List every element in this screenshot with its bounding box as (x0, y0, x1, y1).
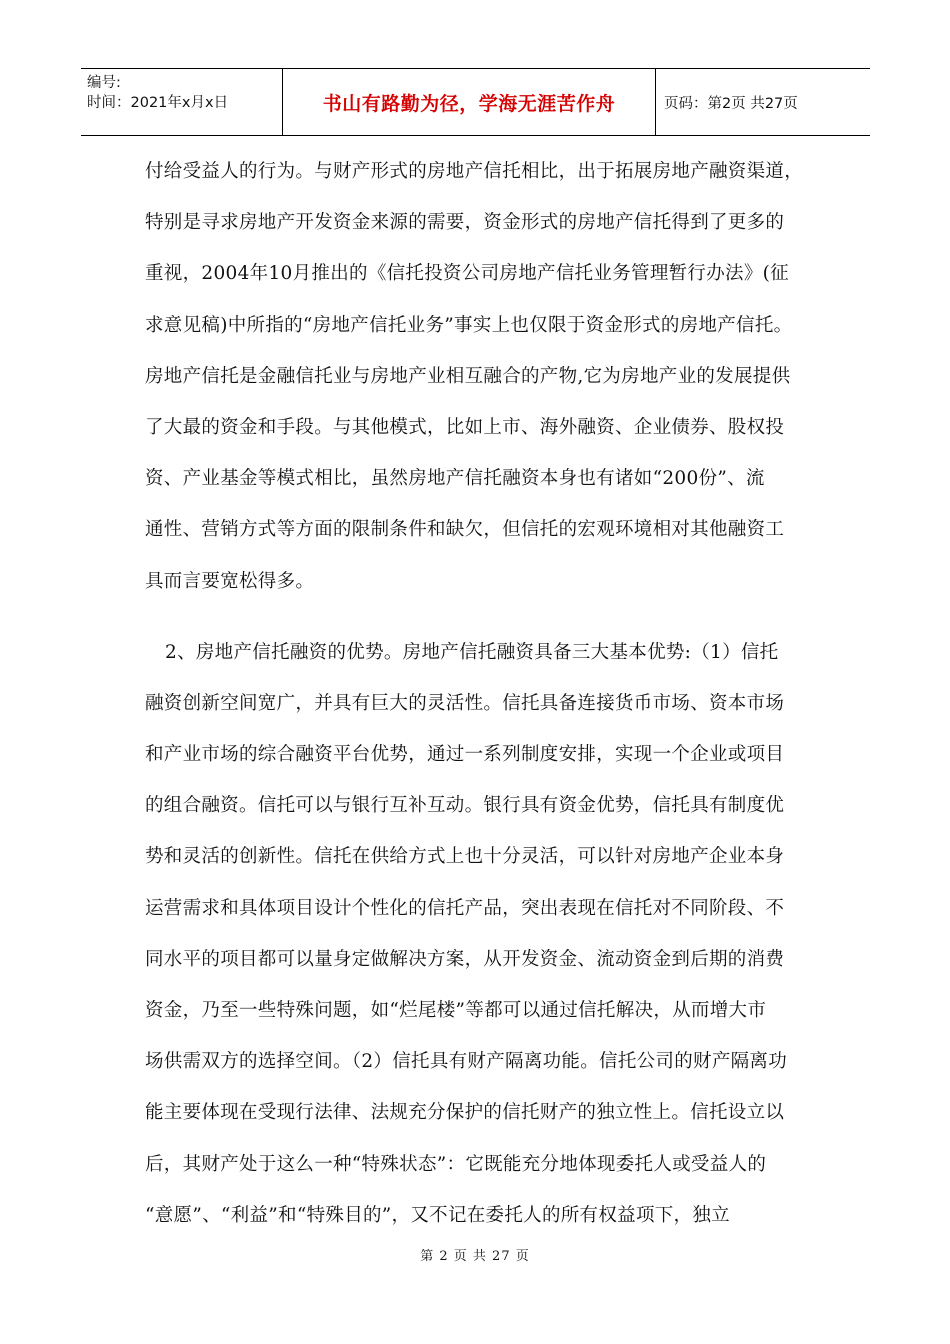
body-line: 融资创新空间宽广，并具有巨大的灵活性。信托具备连接货币市场、资本市场 (145, 692, 785, 714)
body-line: 求意见稿)中所指的“房地产信托业务”事实上也仅限于资金形式的房地产信托。 (145, 314, 793, 336)
page-header (81, 68, 870, 136)
body-line: 2、房地产信托融资的优势。房地产信托融资具备三大基本优势:（1）信托 (165, 641, 779, 663)
body-line: 特别是寻求房地产开发资金来源的需要，资金形式的房地产信托得到了更多的 (145, 212, 785, 234)
body-line: 资、产业基金等模式相比，虽然房地产信托融资本身也有诸如“200份”、流 (145, 468, 765, 490)
body-line: 场供需双方的选择空间。（2）信托具有财产隔离功能。信托公司的财产隔离功 (145, 1051, 788, 1073)
body-line: 了大最的资金和手段。与其他模式，比如上市、海外融资、企业债券、股权投 (145, 416, 785, 438)
document-date: 时间：2021年x月x日 (87, 95, 229, 111)
header-motto: 书山有路勤为径，学海无涯苦作舟 (322, 92, 616, 115)
document-number-label: 编号: (87, 75, 121, 91)
body-line: 资金，乃至一些特殊问题，如“烂尾楼”等都可以通过信托解决，从而增大市 (145, 1000, 767, 1021)
header-page-info-cell (656, 69, 870, 135)
body-line: 重视，2004年10月推出的《信托投资公司房地产信托业务管理暂行办法》(征 (145, 263, 789, 285)
body-line: 通性、营销方式等方面的限制条件和缺欠，但信托的宏观环境相对其他融资工 (145, 519, 785, 541)
body-line: 同水平的项目都可以量身定做解决方案，从开发资金、流动资金到后期的消费 (145, 948, 785, 970)
body-line: 付给受益人的行为。与财产形式的房地产信托相比，出于拓展房地产融资渠道， (145, 161, 804, 182)
header-motto-cell (282, 69, 656, 135)
page-footer: 第 2 页 共 27 页 (420, 1249, 530, 1264)
document-body (145, 146, 815, 1241)
body-line: 和产业市场的综合融资平台优势，通过一系列制度安排，实现一个企业或项目 (145, 744, 785, 766)
header-meta (81, 69, 282, 135)
body-line: “意愿”、“利益”和“特殊目的”，又不记在委托人的所有权益项下，独立 (145, 1204, 730, 1226)
paragraph-gap (145, 607, 815, 627)
body-line: 能主要体现在受现行法律、法规充分保护的信托财产的独立性上。信托设立以 (145, 1102, 785, 1124)
body-line: 的组合融资。信托可以与银行互补互动。银行具有资金优势，信托具有制度优 (145, 795, 785, 817)
body-line: 势和灵活的创新性。信托在供给方式上也十分灵活，可以针对房地产企业本身 (145, 846, 785, 868)
header-page-info: 页码：第2页 共27页 (664, 95, 798, 112)
body-line: 具而言要宽松得多。 (145, 570, 315, 592)
body-line: 房地产信托是金融信托业与房地产业相互融合的产物,它为房地产业的发展提供 (145, 365, 791, 387)
body-line: 运营需求和具体项目设计个性化的信托产品，突出表现在信托对不同阶段、不 (145, 897, 785, 919)
body-line: 后，其财产处于这么一种“特殊状态”：它既能充分地体现委托人或受益人的 (145, 1153, 767, 1175)
